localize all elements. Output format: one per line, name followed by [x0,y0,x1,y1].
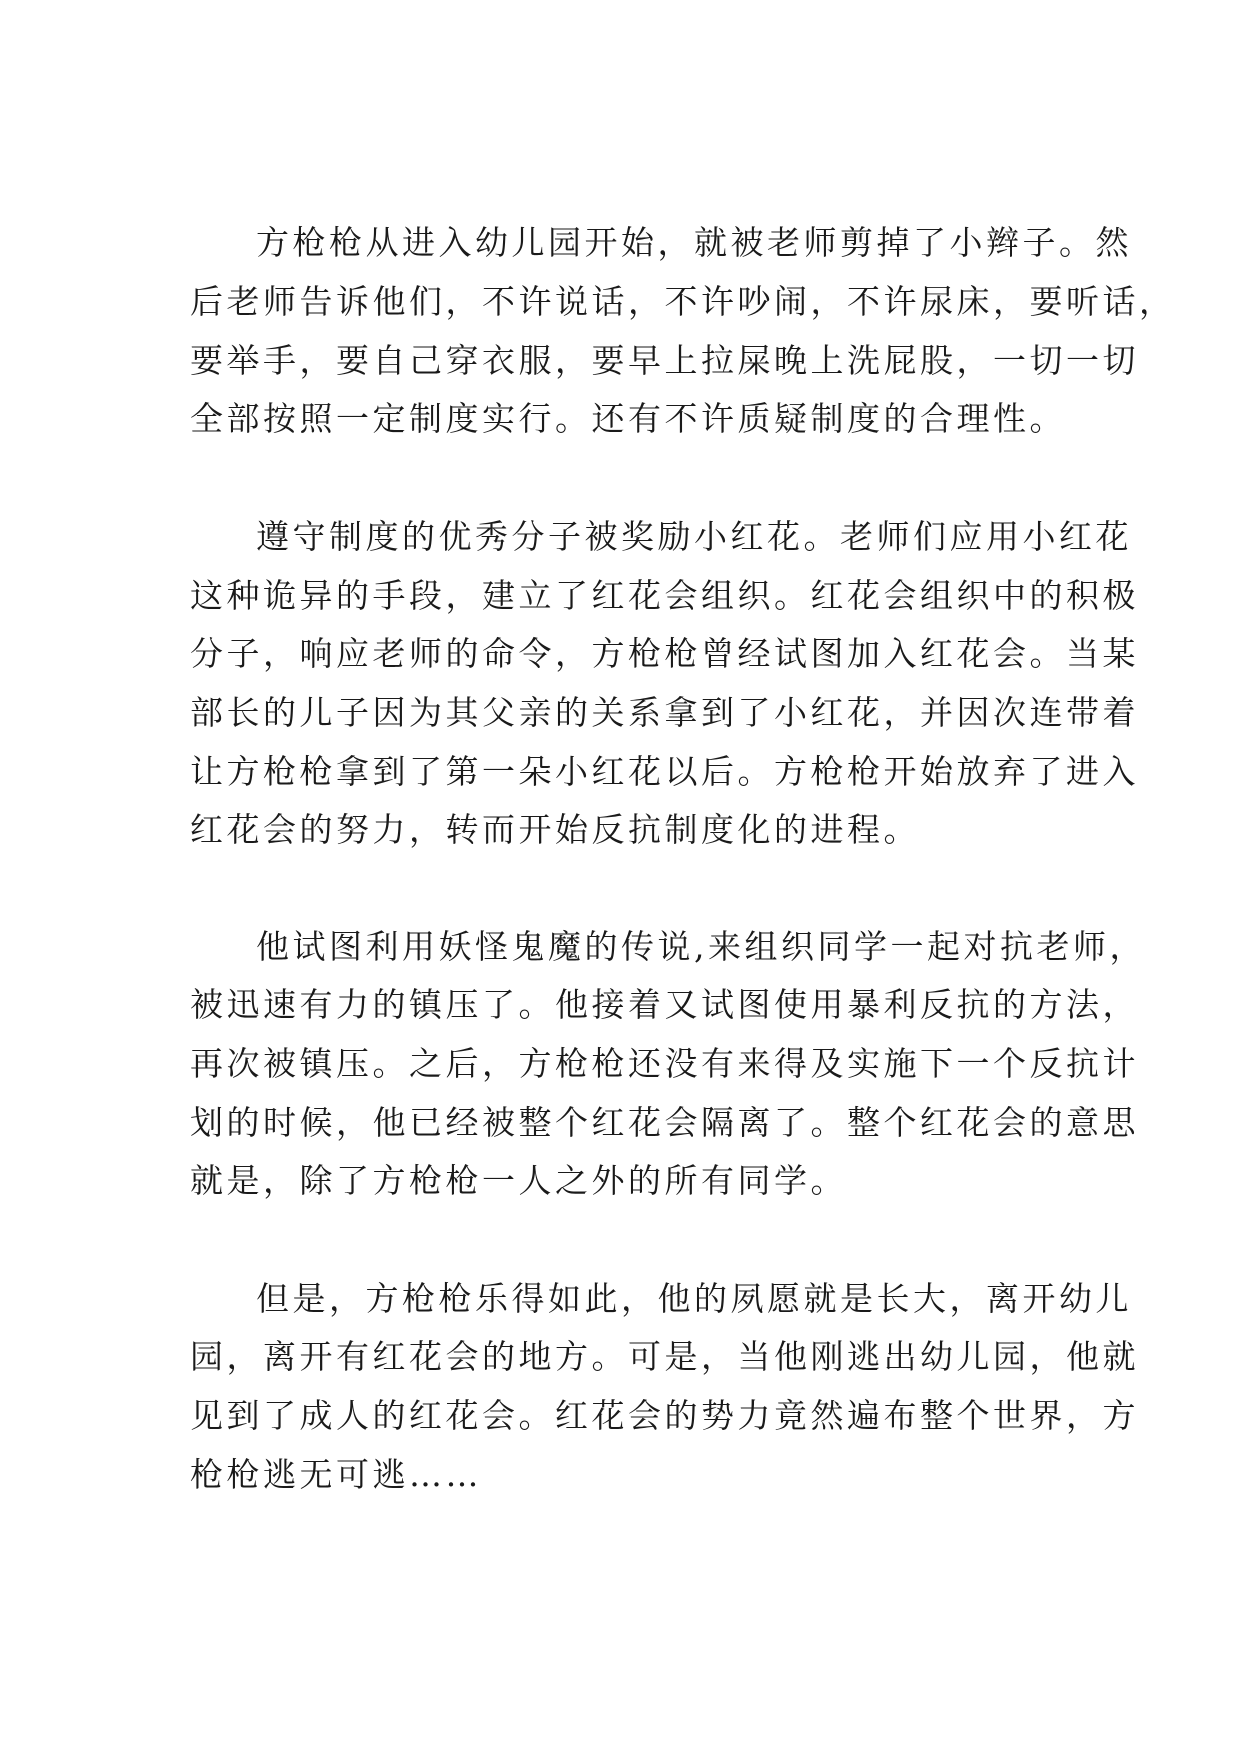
paragraph-line: 让方枪枪拿到了第一朵小红花以后。方枪枪开始放弃了进入 [190,752,1139,791]
paragraph-line: 枪枪逃无可逃…… [190,1455,482,1494]
paragraph-line: 后老师告诉他们，不许说话，不许吵闹，不许尿床，要听话， [190,282,1176,321]
paragraph-line: 全部按照一定制度实行。还有不许质疑制度的合理性。 [190,399,1066,438]
paragraph-line: 这种诡异的手段，建立了红花会组织。红花会组织中的积极 [190,576,1139,615]
paragraph-line: 方枪枪从进入幼儿园开始，就被老师剪掉了小辫子。然 [256,223,1132,262]
paragraph-line: 就是，除了方枪枪一人之外的所有同学。 [190,1161,847,1200]
paragraph-line: 被迅速有力的镇压了。他接着又试图使用暴利反抗的方法， [190,985,1139,1024]
paragraph-line: 红花会的努力，转而开始反抗制度化的进程。 [190,810,920,849]
paragraph-line: 但是，方枪枪乐得如此，他的夙愿就是长大，离开幼儿 [256,1279,1132,1318]
paragraph-line: 再次被镇压。之后，方枪枪还没有来得及实施下一个反抗计 [190,1044,1139,1083]
paragraph-line: 他试图利用妖怪鬼魔的传说,来组织同学一起对抗老师， [256,927,1146,966]
paragraph-line: 园，离开有红花会的地方。可是，当他刚逃出幼儿园，他就 [190,1337,1139,1376]
paragraph-line: 划的时候，他已经被整个红花会隔离了。整个红花会的意思 [190,1103,1139,1142]
paragraph-line: 遵守制度的优秀分子被奖励小红花。老师们应用小红花 [256,517,1132,556]
paragraph-line: 分子，响应老师的命令，方枪枪曾经试图加入红花会。当某 [190,634,1139,673]
paragraph-line: 见到了成人的红花会。红花会的势力竟然遍布整个世界，方 [190,1396,1139,1435]
paragraph-line: 部长的儿子因为其父亲的关系拿到了小红花，并因次连带着 [190,693,1139,732]
paragraph-line: 要举手，要自己穿衣服，要早上拉屎晚上洗屁股，一切一切 [190,341,1139,380]
